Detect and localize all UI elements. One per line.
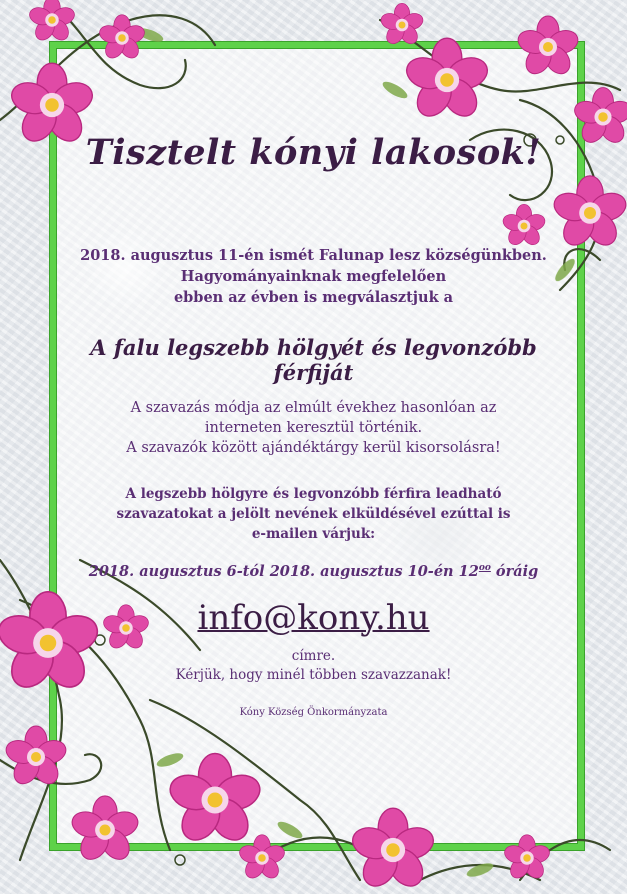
- request-line: A legszebb hölgyre és legvonzóbb férfira leadható: [125, 486, 502, 502]
- method-line: A szavazás módja az elmúlt évekhez hasonlóan az: [130, 400, 497, 416]
- voting-period-minutes: oo: [478, 563, 491, 574]
- closing-text: Kérjük, hogy minél többen szavazzanak!: [175, 667, 452, 683]
- method-line: interneten keresztül történik.: [204, 420, 423, 436]
- request-line: szavazatokat a jelölt nevének elküldésével ezúttal is: [116, 506, 511, 522]
- voting-period-suffix: óráig: [490, 563, 539, 580]
- email-suffix: címre.: [291, 648, 336, 664]
- email-link[interactable]: info@kony.hu: [197, 598, 430, 638]
- voting-period: [62, 563, 565, 580]
- voting-method-text: [62, 398, 565, 458]
- request-line: e-mailen várjuk:: [251, 526, 376, 542]
- voting-period-text: 2018. augusztus 6-tól 2018. augusztus 10-én 12: [88, 563, 479, 580]
- intro-line: Hagyományainknak megfelelően: [180, 268, 447, 285]
- method-line: A szavazók között ajándéktárgy kerül kisorsolásra!: [126, 440, 501, 456]
- intro-line: ebben az évben is megválasztjuk a: [173, 289, 454, 306]
- contest-subtitle: A falu legszebb hölgyét és legvonzóbb férfiját: [90, 335, 537, 385]
- vote-request-text: [62, 484, 565, 544]
- intro-text: [62, 245, 565, 308]
- intro-line: 2018. augusztus 11-én ismét Falunap lesz községünkben.: [80, 247, 547, 264]
- signature: Kóny Község Önkormányzata: [239, 707, 388, 718]
- page-title: Tisztelt kónyi lakosok!: [85, 132, 542, 173]
